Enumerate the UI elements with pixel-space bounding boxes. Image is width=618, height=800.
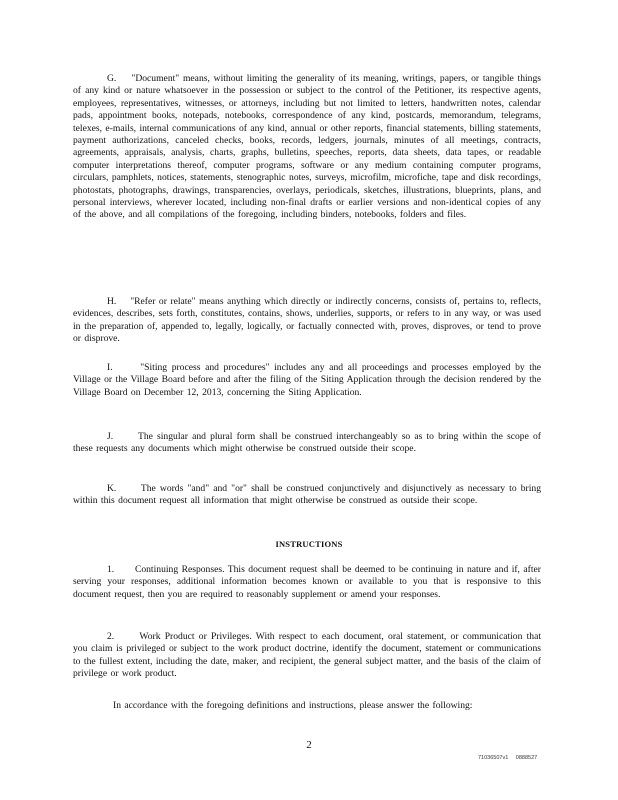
definition-i-text: I. "Siting process and procedures" includes any and all proceedings and processes employed by the Village or the Village Board before and after the filing of the Siting Application through the decision rendered by the Village Board on December 12, 2013, concerning the Siting Application.: [73, 362, 541, 398]
definition-h-text: H. "Refer or relate" means anything which directly or indirectly concerns, consists of, pertains to, reflects, evidences, describes, sets forth, constitutes, contains, shows, underlies, supports, or refers to in any way, or was used in the preparation of, appended to, legally, logically, or factually connected with, proves, disproves, or tend to prove or disprove.: [73, 296, 541, 345]
instruction-2: [73, 631, 541, 681]
definition-g: [73, 73, 541, 222]
instruction-2-text: 2. Work Product or Privileges. With respect to each document, oral statement, or communication that you claim is privileged or subject to the work product doctrine, identify the document, statement or communications to the fullest extent, including the date, maker, and recipient, the general subject matter, and the basis of the claim of privilege or work product.: [73, 631, 541, 680]
definition-k-text: K. The words "and" and "or" shall be construed conjunctively and disjunctively as necessary to bring within this document request all information that might otherwise be construed as outside their scope.: [73, 483, 541, 507]
definition-k: [73, 483, 541, 508]
closing-text: In accordance with the foregoing definitions and instructions, please answer the following:: [113, 700, 473, 711]
instruction-1: [73, 564, 541, 601]
instructions-heading: INSTRUCTIONS: [275, 539, 343, 549]
document-id: 71036507v1 0888527: [478, 755, 538, 761]
page-number: 2: [306, 739, 312, 751]
closing-paragraph: [73, 700, 541, 712]
instruction-1-text: 1. Continuing Responses. This document request shall be deemed to be continuing in nature and if, after serving your responses, additional information becomes known or available to you that is responsive to this document request, then you are required to reasonably supplement or amend your responses.: [73, 564, 541, 600]
definition-g-text: G. "Document" means, without limiting the generality of its meaning, writings, papers, or tangible things of any kind or nature whatsoever in the possession or subject to the control of the Petitioner, its respective agents, employees, representatives, witnesses, or attorneys, including but not limited to letters, handwritten notes, calendar pads, appointment books, notepads, notebooks, correspondence of any kind, postcards, memorandum, telegrams, telexes, e-mails, internal communications of any kind, annual or other reports, financial statements, billing statements, payment authorizations, canceled checks, books, records, ledgers, journals, minutes of all meetings, contracts, agreements, appraisals, analysis, charts, graphs, bulletins, speeches, reports, data sheets, data tapes, or readable computer interpretations thereof, computer programs, software or any medium containing computer programs, circulars, pamphlets, notices, statements, stenographic notes, surveys, microfilm, microfiche, tape and disk recordings, photostats, photographs, drawings, transparencies, overlays, periodicals, sketches, illustrations, blueprints, plans, and personal interviews, wherever located, including non-final drafts or earlier versions and non-identical copies of any of the above, and all compilations of the foregoing, including binders, notebooks, folders and files.: [73, 73, 541, 221]
definition-j-text: J. The singular and plural form shall be construed interchangeably so as to bring within the scope of these requests any documents which might otherwise be construed outside their scope.: [73, 431, 541, 455]
definition-j: [73, 431, 541, 456]
definition-i: [73, 362, 541, 399]
definition-h: [73, 296, 541, 346]
